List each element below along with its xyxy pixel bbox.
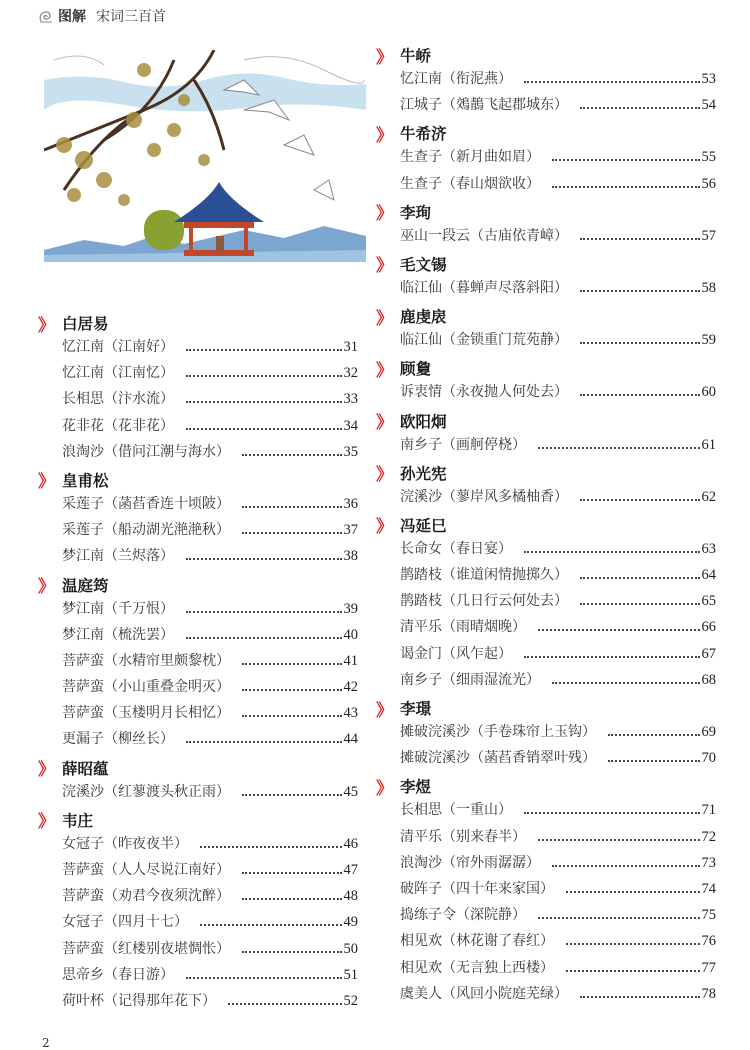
page-ref: 70 bbox=[701, 750, 716, 767]
dot-leader bbox=[608, 734, 700, 736]
dot-leader bbox=[524, 81, 700, 83]
toc-entry[interactable] bbox=[376, 669, 716, 695]
author-heading bbox=[376, 251, 716, 277]
author-heading bbox=[376, 773, 716, 799]
toc-entry[interactable] bbox=[376, 94, 716, 120]
toc-entry[interactable] bbox=[38, 415, 358, 441]
author-name: 温庭筠 bbox=[62, 576, 109, 595]
author-name: 欧阳炯 bbox=[400, 412, 447, 431]
toc-entry[interactable] bbox=[376, 643, 716, 669]
author-name: 冯延巳 bbox=[400, 516, 447, 535]
poem-title: 长相思（一重山） bbox=[400, 802, 512, 819]
author-heading bbox=[376, 460, 716, 486]
toc-entry[interactable] bbox=[376, 173, 716, 199]
author-name: 牛希济 bbox=[400, 125, 447, 144]
toc-entry[interactable] bbox=[376, 329, 716, 355]
poem-title: 清平乐（别来春半） bbox=[400, 828, 526, 845]
toc-entry[interactable] bbox=[38, 362, 358, 388]
poem-title: 生查子（新月曲如眉） bbox=[400, 149, 540, 166]
toc-entry[interactable] bbox=[376, 68, 716, 94]
toc-entry[interactable] bbox=[376, 146, 716, 172]
dot-leader bbox=[566, 943, 700, 945]
author-name: 李珣 bbox=[400, 203, 432, 222]
dot-leader bbox=[552, 159, 700, 161]
toc-entry[interactable] bbox=[376, 983, 716, 1009]
page-ref: 55 bbox=[701, 149, 716, 166]
toc-entry[interactable] bbox=[38, 336, 358, 362]
poem-title: 虞美人（风回小院庭芜绿） bbox=[400, 985, 568, 1002]
poem-title: 菩萨蛮（劝君今夜须沈醉） bbox=[62, 888, 230, 905]
poem-title: 菩萨蛮（玉楼明月长相忆） bbox=[62, 705, 230, 722]
poem-title: 忆江南（江南好） bbox=[62, 339, 174, 355]
dot-leader bbox=[538, 917, 700, 919]
page-ref: 37 bbox=[343, 522, 358, 539]
dot-leader bbox=[538, 447, 700, 449]
toc-entry[interactable] bbox=[38, 781, 358, 807]
dot-leader bbox=[200, 924, 342, 926]
toc-left-column bbox=[38, 310, 358, 1016]
author-name: 牛峤 bbox=[400, 47, 432, 65]
page-ref: 64 bbox=[701, 567, 716, 584]
page-ref: 47 bbox=[343, 862, 358, 878]
page-number: 2 bbox=[42, 1036, 50, 1050]
poem-title: 菩萨蛮（红楼别夜堪惆怅） bbox=[62, 940, 230, 957]
poem-title: 摊破浣溪沙（菡萏香销翠叶残） bbox=[400, 750, 596, 767]
double-chevron-icon: 》 bbox=[376, 465, 389, 486]
poem-title: 南乡子（细雨湿流光） bbox=[400, 671, 540, 688]
author-heading bbox=[376, 42, 716, 68]
poem-title: 忆江南（江南忆） bbox=[62, 365, 174, 382]
dot-leader bbox=[580, 577, 700, 579]
page-ref: 61 bbox=[701, 436, 716, 453]
page-ref: 73 bbox=[701, 854, 716, 871]
toc-entry[interactable] bbox=[38, 938, 358, 964]
poem-title: 花非花（花非花） bbox=[62, 417, 174, 434]
page-ref: 58 bbox=[701, 279, 716, 296]
toc-entry[interactable] bbox=[38, 833, 358, 859]
author-name: 李璟 bbox=[400, 700, 432, 718]
page-ref: 35 bbox=[343, 443, 358, 460]
page-ref: 59 bbox=[701, 332, 716, 349]
page-ref: 42 bbox=[343, 679, 358, 696]
toc-entry[interactable] bbox=[376, 799, 716, 825]
double-chevron-icon: 》 bbox=[376, 413, 389, 433]
dot-leader bbox=[186, 741, 342, 743]
poem-title: 相见欢（无言独上西楼） bbox=[400, 959, 554, 976]
page-ref: 72 bbox=[701, 828, 716, 845]
page-ref: 65 bbox=[701, 593, 716, 610]
dot-leader bbox=[524, 551, 700, 553]
dot-leader bbox=[552, 682, 700, 684]
page-ref: 78 bbox=[701, 985, 716, 1002]
toc-entry[interactable] bbox=[376, 538, 716, 564]
page-ref: 75 bbox=[701, 907, 716, 924]
toc-entry[interactable] bbox=[376, 381, 716, 407]
dot-leader bbox=[566, 970, 700, 972]
dot-leader bbox=[580, 107, 700, 109]
author-name: 韦庄 bbox=[62, 811, 94, 830]
toc-entry[interactable] bbox=[376, 878, 716, 904]
snail-swirl-icon bbox=[38, 8, 54, 24]
page-ref: 76 bbox=[701, 933, 716, 950]
page-ref: 53 bbox=[701, 71, 716, 87]
dot-leader bbox=[200, 846, 342, 848]
poem-title: 采莲子（船动湖光滟滟秋） bbox=[62, 522, 230, 539]
double-chevron-icon: 》 bbox=[376, 125, 389, 146]
page-ref: 52 bbox=[343, 992, 358, 1009]
page-ref: 43 bbox=[343, 705, 358, 722]
running-header bbox=[38, 6, 166, 26]
page-ref: 67 bbox=[701, 645, 716, 662]
author-heading bbox=[38, 310, 358, 336]
author-heading bbox=[376, 355, 716, 381]
poem-title: 浣溪沙（红蓼渡头秋正雨） bbox=[62, 783, 230, 800]
page-ref: 66 bbox=[701, 619, 716, 636]
page-ref: 49 bbox=[343, 914, 358, 931]
double-chevron-icon: 》 bbox=[376, 47, 389, 68]
dot-leader bbox=[242, 689, 342, 691]
dot-leader bbox=[186, 428, 342, 430]
toc-entry[interactable] bbox=[376, 930, 716, 956]
double-chevron-icon: 》 bbox=[38, 760, 51, 781]
dot-leader bbox=[608, 760, 700, 762]
dot-leader bbox=[186, 349, 342, 351]
dot-leader bbox=[242, 663, 342, 665]
poem-title: 忆江南（衔泥燕） bbox=[400, 71, 512, 87]
poem-title: 菩萨蛮（小山重叠金明灭） bbox=[62, 679, 230, 696]
toc-entry[interactable] bbox=[38, 598, 358, 624]
toc-entry[interactable] bbox=[38, 624, 358, 650]
author-heading bbox=[376, 303, 716, 329]
author-heading bbox=[38, 807, 358, 833]
dot-leader bbox=[242, 951, 342, 953]
page-ref: 41 bbox=[343, 652, 358, 669]
double-chevron-icon: 》 bbox=[376, 778, 389, 799]
page-ref: 51 bbox=[343, 966, 358, 983]
poem-title: 采莲子（菡萏香连十顷陂） bbox=[62, 495, 230, 512]
toc-entry[interactable] bbox=[38, 519, 358, 545]
poem-title: 菩萨蛮（人人尽说江南好） bbox=[62, 862, 230, 878]
author-name: 皇甫松 bbox=[62, 471, 109, 490]
toc-entry[interactable] bbox=[376, 826, 716, 852]
toc-entry[interactable] bbox=[38, 493, 358, 519]
poem-title: 长命女（春日宴） bbox=[400, 540, 512, 557]
dot-leader bbox=[552, 186, 700, 188]
dot-leader bbox=[186, 375, 342, 377]
poem-title: 鹊踏枝（几日行云何处去） bbox=[400, 593, 568, 610]
poem-title: 清平乐（雨晴烟晚） bbox=[400, 619, 526, 636]
toc-entry[interactable] bbox=[38, 545, 358, 571]
poem-title: 荷叶杯（记得那年花下） bbox=[62, 992, 216, 1009]
toc-entry[interactable] bbox=[376, 957, 716, 983]
author-heading bbox=[376, 199, 716, 225]
toc-entry[interactable] bbox=[376, 277, 716, 303]
toc-entry[interactable] bbox=[38, 650, 358, 676]
dot-leader bbox=[242, 506, 342, 508]
page-ref: 44 bbox=[343, 731, 358, 748]
toc-entry[interactable] bbox=[376, 434, 716, 460]
author-heading bbox=[38, 755, 358, 781]
poem-title: 梦江南（兰烬落） bbox=[62, 548, 174, 565]
dot-leader bbox=[242, 898, 342, 900]
dot-leader bbox=[186, 977, 342, 979]
poem-title: 诉衷情（永夜抛人何处去） bbox=[400, 384, 568, 401]
toc-entry[interactable] bbox=[38, 885, 358, 911]
page-ref: 32 bbox=[343, 365, 358, 382]
toc-entry[interactable] bbox=[38, 676, 358, 702]
dot-leader bbox=[524, 656, 700, 658]
toc-entry[interactable] bbox=[38, 859, 358, 885]
page-ref: 63 bbox=[701, 540, 716, 557]
page-ref: 45 bbox=[343, 783, 358, 800]
poem-title: 更漏子（柳丝长） bbox=[62, 731, 174, 748]
author-name: 毛文锡 bbox=[400, 255, 447, 274]
poem-title: 菩萨蛮（水精帘里颇黎枕） bbox=[62, 652, 230, 669]
double-chevron-icon: 》 bbox=[376, 700, 389, 721]
author-name: 鹿虔扆 bbox=[400, 308, 447, 327]
poem-title: 女冠子（四月十七） bbox=[62, 914, 188, 931]
toc-entry[interactable] bbox=[38, 441, 358, 467]
dot-leader bbox=[566, 891, 700, 893]
toc-entry[interactable] bbox=[376, 747, 716, 773]
poem-title: 谒金门（风乍起） bbox=[400, 645, 512, 662]
toc-entry[interactable] bbox=[38, 911, 358, 937]
dot-leader bbox=[580, 238, 700, 240]
author-name: 孙光宪 bbox=[400, 464, 447, 483]
double-chevron-icon: 》 bbox=[38, 812, 51, 833]
page-ref: 56 bbox=[701, 175, 716, 192]
page-ref: 46 bbox=[343, 835, 358, 852]
dot-leader bbox=[242, 715, 342, 717]
poem-title: 摊破浣溪沙（手卷珠帘上玉钩） bbox=[400, 724, 596, 740]
toc-entry[interactable] bbox=[38, 702, 358, 728]
author-heading bbox=[376, 408, 716, 434]
double-chevron-icon: 》 bbox=[38, 315, 51, 336]
dot-leader bbox=[538, 839, 700, 841]
toc-entry[interactable] bbox=[376, 616, 716, 642]
dot-leader bbox=[186, 637, 342, 639]
page-ref: 34 bbox=[343, 417, 358, 434]
double-chevron-icon: 》 bbox=[38, 472, 51, 493]
dot-leader bbox=[580, 499, 700, 501]
toc-entry[interactable] bbox=[376, 721, 716, 747]
dot-leader bbox=[580, 603, 700, 605]
page-ref: 69 bbox=[701, 724, 716, 740]
toc-right-column bbox=[376, 42, 716, 1009]
page-ref: 71 bbox=[701, 802, 716, 819]
page-ref: 77 bbox=[701, 959, 716, 976]
author-heading bbox=[38, 572, 358, 598]
page-ref: 38 bbox=[343, 548, 358, 565]
page-ref: 74 bbox=[701, 880, 716, 897]
author-name: 白居易 bbox=[62, 315, 109, 333]
dot-leader bbox=[186, 401, 342, 403]
dot-leader bbox=[186, 558, 342, 560]
page-ref: 40 bbox=[343, 626, 358, 643]
toc-entry[interactable] bbox=[376, 225, 716, 251]
dot-leader bbox=[580, 342, 700, 344]
author-heading bbox=[38, 467, 358, 493]
toc-entry[interactable] bbox=[38, 964, 358, 990]
poem-title: 浪淘沙（帘外雨潺潺） bbox=[400, 854, 540, 871]
poem-title: 破阵子（四十年来家国） bbox=[400, 880, 554, 897]
poem-title: 梦江南（千万恨） bbox=[62, 600, 174, 617]
author-heading bbox=[376, 695, 716, 721]
toc-entry[interactable] bbox=[376, 486, 716, 512]
poem-title: 女冠子（昨夜夜半） bbox=[62, 835, 188, 852]
dot-leader bbox=[242, 872, 342, 874]
double-chevron-icon: 》 bbox=[376, 360, 389, 381]
poem-title: 巫山一段云（古庙依青嶂） bbox=[400, 227, 568, 244]
double-chevron-icon: 》 bbox=[38, 577, 51, 597]
page-ref: 36 bbox=[343, 495, 358, 512]
dot-leader bbox=[242, 454, 342, 456]
double-chevron-icon: 》 bbox=[376, 256, 389, 277]
dot-leader bbox=[580, 290, 700, 292]
poem-title: 相见欢（林花谢了春红） bbox=[400, 933, 554, 950]
toc-entry[interactable] bbox=[38, 388, 358, 414]
page-ref: 39 bbox=[343, 600, 358, 617]
page-ref: 62 bbox=[701, 488, 716, 505]
double-chevron-icon: 》 bbox=[376, 204, 389, 225]
poem-title: 梦江南（梳洗罢） bbox=[62, 626, 174, 643]
illustration bbox=[44, 50, 366, 262]
poem-title: 浪淘沙（借问江潮与海水） bbox=[62, 443, 230, 460]
page-ref: 31 bbox=[343, 339, 358, 355]
dot-leader bbox=[538, 629, 700, 631]
poem-title: 浣溪沙（蓼岸风多橘柚香） bbox=[400, 488, 568, 505]
book-title: 宋词三百首 bbox=[96, 9, 166, 25]
dot-leader bbox=[242, 532, 342, 534]
book-label: 图解 bbox=[58, 9, 86, 25]
double-chevron-icon: 》 bbox=[376, 517, 389, 538]
double-chevron-icon: 》 bbox=[376, 308, 389, 329]
toc-entry[interactable] bbox=[376, 590, 716, 616]
page-ref: 60 bbox=[701, 384, 716, 401]
dot-leader bbox=[186, 611, 342, 613]
toc-entry[interactable] bbox=[376, 852, 716, 878]
page-ref: 54 bbox=[701, 97, 716, 114]
author-name: 顾敻 bbox=[400, 360, 432, 379]
page-ref: 48 bbox=[343, 888, 358, 905]
poem-title: 生查子（春山烟欲收） bbox=[400, 175, 540, 192]
poem-title: 鹊踏枝（谁道闲情抛掷久） bbox=[400, 567, 568, 584]
dot-leader bbox=[580, 394, 700, 396]
dot-leader bbox=[242, 794, 342, 796]
poem-title: 江城子（鵁鶄飞起郡城东） bbox=[400, 97, 568, 114]
toc-entry[interactable] bbox=[38, 728, 358, 754]
dot-leader bbox=[580, 996, 700, 998]
toc-entry[interactable] bbox=[38, 990, 358, 1016]
author-heading bbox=[376, 512, 716, 538]
poem-title: 南乡子（画舸停桡） bbox=[400, 436, 526, 453]
poem-title: 捣练子令（深院静） bbox=[400, 907, 526, 924]
toc-entry[interactable] bbox=[376, 904, 716, 930]
poem-title: 思帝乡（春日游） bbox=[62, 966, 174, 983]
poem-title: 临江仙（暮蝉声尽落斜阳） bbox=[400, 279, 568, 296]
page-ref: 68 bbox=[701, 671, 716, 688]
author-heading bbox=[376, 120, 716, 146]
page-ref: 33 bbox=[343, 391, 358, 408]
author-name: 薛昭蕴 bbox=[62, 759, 109, 778]
dot-leader bbox=[228, 1003, 342, 1005]
poem-title: 长相思（汴水流） bbox=[62, 391, 174, 408]
dot-leader bbox=[552, 865, 700, 867]
page-ref: 50 bbox=[343, 940, 358, 957]
dot-leader bbox=[524, 812, 700, 814]
toc-entry[interactable] bbox=[376, 564, 716, 590]
author-name: 李煜 bbox=[400, 778, 432, 797]
page-ref: 57 bbox=[701, 227, 716, 244]
poem-title: 临江仙（金锁重门荒苑静） bbox=[400, 332, 568, 349]
